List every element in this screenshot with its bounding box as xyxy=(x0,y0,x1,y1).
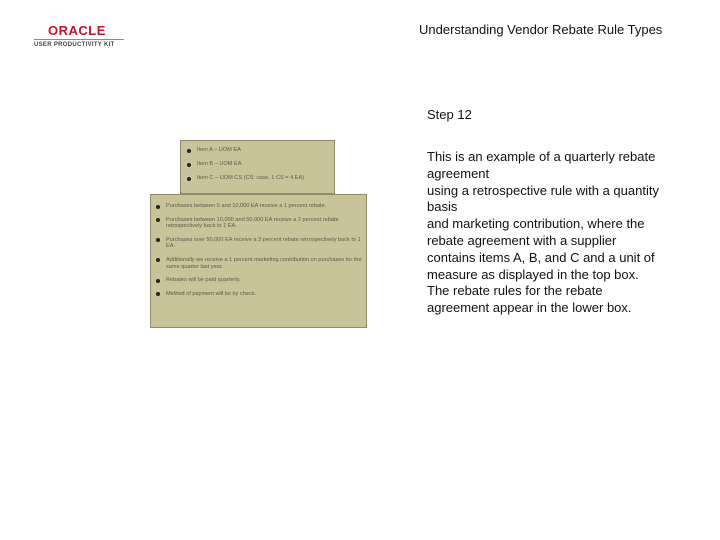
item-b: Item B – UOM EA xyxy=(187,161,330,168)
description-line: contains items A, B, and C and a unit of xyxy=(427,249,655,265)
description-line: agreement xyxy=(427,165,490,181)
description-line: basis xyxy=(427,199,458,215)
description-line: using a retrospective rule with a quantity xyxy=(427,182,659,198)
description-line: rebate agreement with a supplier xyxy=(427,232,617,248)
rule-1: Purchases between 0 and 10,000 EA receive a 1 percent rebate. xyxy=(156,203,362,210)
items-box xyxy=(180,140,335,194)
oracle-upk-logo xyxy=(34,24,124,49)
description-line: This is an example of a quarterly rebate xyxy=(427,149,656,164)
rule-2: Purchases between 10,000 and 50,000 EA receive a 2 percent rebate retrospectively back to 1 EA. xyxy=(156,217,362,230)
oracle-logo-text: ORACLE xyxy=(48,23,106,38)
description-line: measure as displayed in the top box. xyxy=(427,266,639,282)
item-c: Item C – UOM CS (CS: case, 1 CS = 4 EA) xyxy=(187,175,330,182)
step-label: Step 12 xyxy=(427,107,472,122)
step-description xyxy=(427,149,707,317)
rule-4: Additionally we receive a 1 percent marketing contribution on purchases for the same quarter last year. xyxy=(156,257,362,270)
rule-5: Rebates will be paid quarterly. xyxy=(156,277,362,284)
logo-divider xyxy=(34,39,124,40)
item-a: Item A – UOM EA xyxy=(187,147,330,154)
description-line: and marketing contribution, where the xyxy=(427,216,645,232)
description-line: agreement appear in the lower box. xyxy=(427,300,632,316)
page-title: Understanding Vendor Rebate Rule Types xyxy=(419,22,663,37)
upk-logo-text: USER PRODUCTIVITY KIT xyxy=(34,42,115,48)
rule-3: Purchases over 50,000 EA receive a 3 percent rebate retrospectively back to 1 EA. xyxy=(156,237,362,250)
rule-6: Method of payment will be by check. xyxy=(156,291,362,298)
rebate-rules-box xyxy=(150,194,367,328)
description-line: The rebate rules for the rebate xyxy=(427,283,603,299)
